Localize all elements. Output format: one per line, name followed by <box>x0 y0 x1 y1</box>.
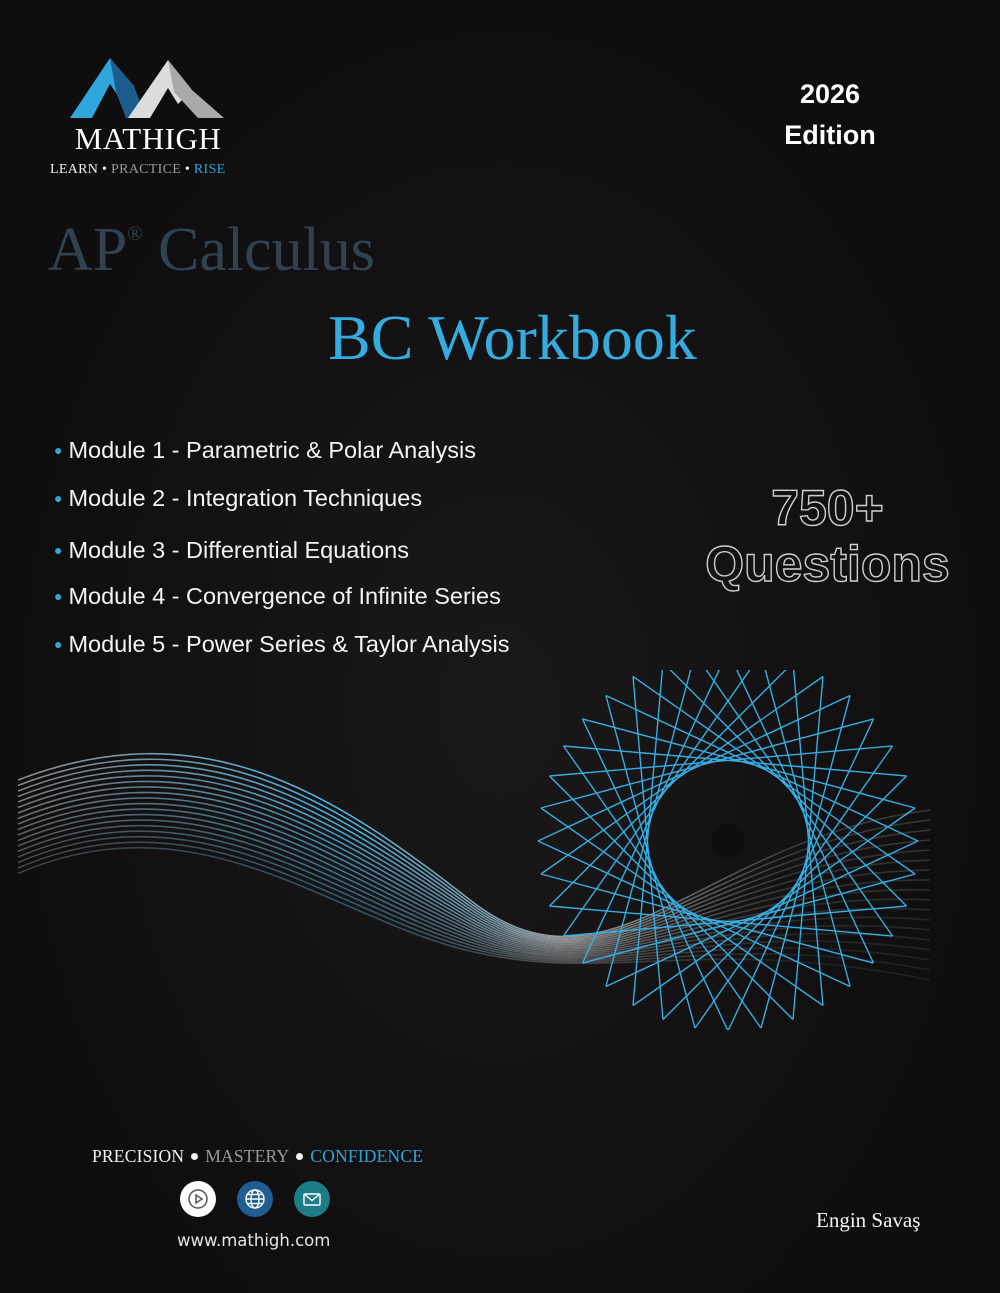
star-line <box>550 670 794 906</box>
list-item: ● Module 1 - Parametric & Polar Analysis <box>54 437 476 463</box>
list-item: ● Module 4 - Convergence of Infinite Series <box>54 583 501 609</box>
website-link[interactable]: www.mathigh.com <box>177 1231 331 1250</box>
title-prefix: AP <box>48 216 128 284</box>
wave-line <box>18 792 930 947</box>
dot-icon <box>191 1153 198 1160</box>
star-line <box>793 677 823 1020</box>
star-line <box>606 696 918 842</box>
question-label: Questions <box>705 536 950 592</box>
star-line <box>728 719 874 1030</box>
brand-tagline <box>50 162 225 178</box>
decorative-wave-artwork <box>0 670 1000 1030</box>
dot-icon <box>296 1153 303 1160</box>
bullet-icon: ● <box>54 490 63 506</box>
mathigh-logo-icon <box>70 58 226 120</box>
star-line <box>695 670 893 936</box>
list-item: ● Module 5 - Power Series & Taylor Analysis <box>54 631 510 657</box>
list-item: ● Module 3 - Differential Equations <box>54 537 409 563</box>
star-line <box>564 906 907 936</box>
tagline-learn: LEARN <box>50 162 99 177</box>
star-line <box>583 719 729 1030</box>
star-center-icon <box>711 824 745 858</box>
mail-icon[interactable] <box>294 1181 330 1217</box>
author-name: Engin Savaş <box>816 1208 921 1232</box>
star-line <box>663 776 907 1020</box>
star-line <box>761 670 850 987</box>
value-precision: PRECISION <box>92 1146 185 1166</box>
book-subtitle: BC Workbook <box>328 302 697 373</box>
tagline-rise: RISE <box>193 162 226 177</box>
tagline-separator: • <box>184 162 191 177</box>
tagline-separator: • <box>101 162 108 177</box>
value-mastery: MASTERY <box>205 1146 290 1166</box>
wave-lines <box>18 754 930 980</box>
star-line <box>564 670 762 936</box>
edition-text: Edition <box>784 120 876 150</box>
title-subject: Calculus <box>142 216 375 284</box>
wave-line <box>18 815 930 954</box>
bullet-icon: ● <box>54 542 63 558</box>
bullet-icon: ● <box>54 636 63 652</box>
value-confidence: CONFIDENCE <box>310 1146 424 1166</box>
registered-mark: ® <box>127 223 143 245</box>
star-line <box>633 677 663 1020</box>
star-line <box>564 746 907 776</box>
brand-name: MATHIGH <box>74 121 222 156</box>
tagline-practice: PRACTICE <box>111 162 182 177</box>
edition-label <box>760 74 900 156</box>
book-title <box>48 214 375 300</box>
star-line <box>550 746 893 776</box>
question-number: 750+ <box>771 480 884 536</box>
list-item: ● Module 2 - Integration Techniques <box>54 485 423 511</box>
question-count <box>680 480 975 592</box>
module-list <box>54 428 510 670</box>
bullet-icon: ● <box>54 588 63 604</box>
star-line <box>538 696 850 842</box>
values-line <box>92 1146 423 1167</box>
bullet-icon: ● <box>54 442 63 458</box>
globe-icon[interactable] <box>237 1181 273 1217</box>
edition-year: 2026 <box>799 79 861 109</box>
play-icon[interactable] <box>180 1181 216 1217</box>
